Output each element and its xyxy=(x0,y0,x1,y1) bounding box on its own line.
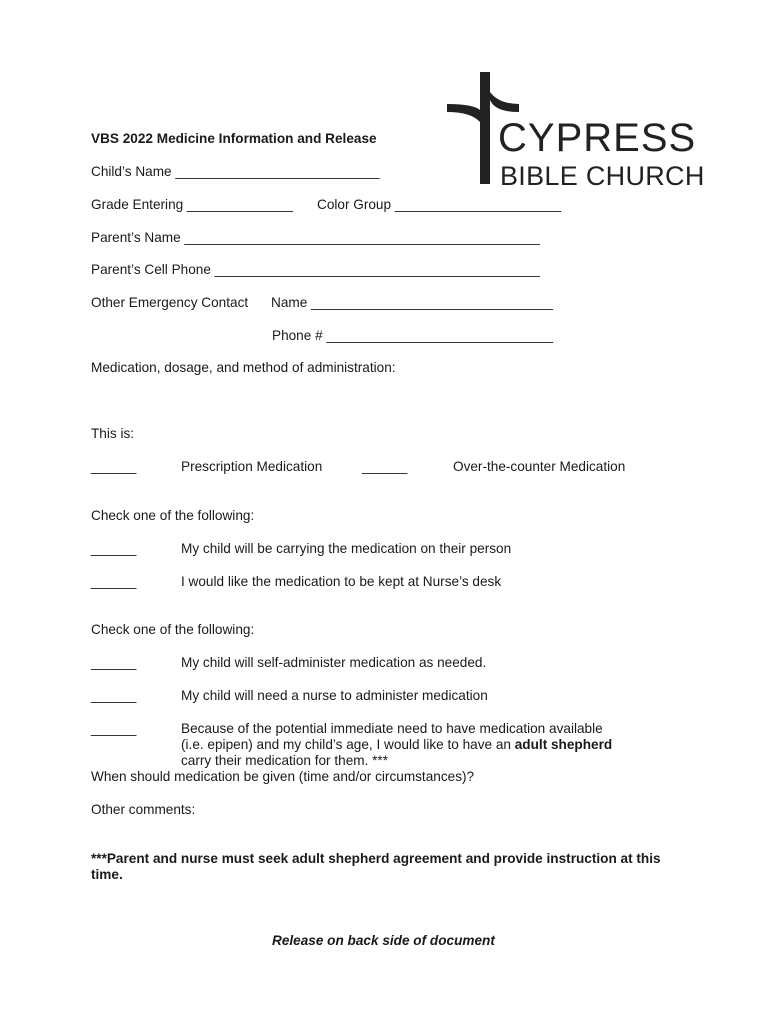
nurse-desk-label: I would like the medication to be kept at Nurse’s desk xyxy=(181,574,502,589)
logo-line-1: CYPRESS xyxy=(498,116,697,160)
parents-name-field[interactable]: Parent’s Name _______________________________________________ xyxy=(91,230,540,245)
otc-label: Over-the-counter Medication xyxy=(453,459,626,474)
other-comments-prompt: Other comments: xyxy=(91,802,196,817)
emergency-name-field[interactable]: Name ________________________________ xyxy=(271,295,553,310)
childs-name-field[interactable]: Child’s Name ___________________________ xyxy=(91,164,380,179)
self-admin-label: My child will self-administer medication as needed. xyxy=(181,655,487,670)
carry-checkbox[interactable]: ______ xyxy=(91,541,137,556)
shepherd-notice-line-2: time. xyxy=(91,867,123,882)
shepherd-notice-line-1: ***Parent and nurse must seek adult shepherd agreement and provide instruction at this xyxy=(91,851,661,866)
otc-checkbox[interactable]: ______ xyxy=(362,459,408,474)
color-group-field[interactable]: Color Group ______________________ xyxy=(317,197,562,212)
medication-prompt: Medication, dosage, and method of administration: xyxy=(91,360,396,375)
shepherd-line2-text: (i.e. epipen) and my child’s age, I would like to have an xyxy=(181,737,515,752)
shepherd-label-line-2 xyxy=(181,737,612,753)
prescription-checkbox[interactable]: ______ xyxy=(91,459,137,474)
prescription-label: Prescription Medication xyxy=(181,459,323,474)
emergency-phone-field[interactable]: Phone # ______________________________ xyxy=(272,328,554,343)
parents-cell-field[interactable]: Parent’s Cell Phone ___________________________________________ xyxy=(91,262,540,277)
shepherd-checkbox[interactable]: ______ xyxy=(91,721,137,736)
nurse-admin-label: My child will need a nurse to administer medication xyxy=(181,688,488,703)
logo-line-2: BIBLE CHURCH xyxy=(500,161,705,191)
grade-entering-field[interactable]: Grade Entering ______________ xyxy=(91,197,293,212)
this-is-label: This is: xyxy=(91,426,135,441)
carry-label: My child will be carrying the medication on their person xyxy=(181,541,512,556)
shepherd-label-line-1: Because of the potential immediate need to have medication available xyxy=(181,721,603,736)
emergency-contact-label: Other Emergency Contact xyxy=(91,295,249,310)
form-title: VBS 2022 Medicine Information and Release xyxy=(91,131,377,146)
self-admin-checkbox[interactable]: ______ xyxy=(91,655,137,670)
when-given-prompt: When should medication be given (time and/or circumstances)? xyxy=(91,769,475,784)
nurse-desk-checkbox[interactable]: ______ xyxy=(91,574,137,589)
nurse-admin-checkbox[interactable]: ______ xyxy=(91,688,137,703)
check-one-heading-2: Check one of the following: xyxy=(91,622,255,637)
shepherd-line2-bold: adult shepherd xyxy=(514,737,613,752)
shepherd-label-line-3: carry their medication for them. *** xyxy=(181,753,389,768)
church-logo xyxy=(445,70,705,190)
release-note: Release on back side of document xyxy=(272,933,495,948)
check-one-heading-1: Check one of the following: xyxy=(91,508,255,523)
